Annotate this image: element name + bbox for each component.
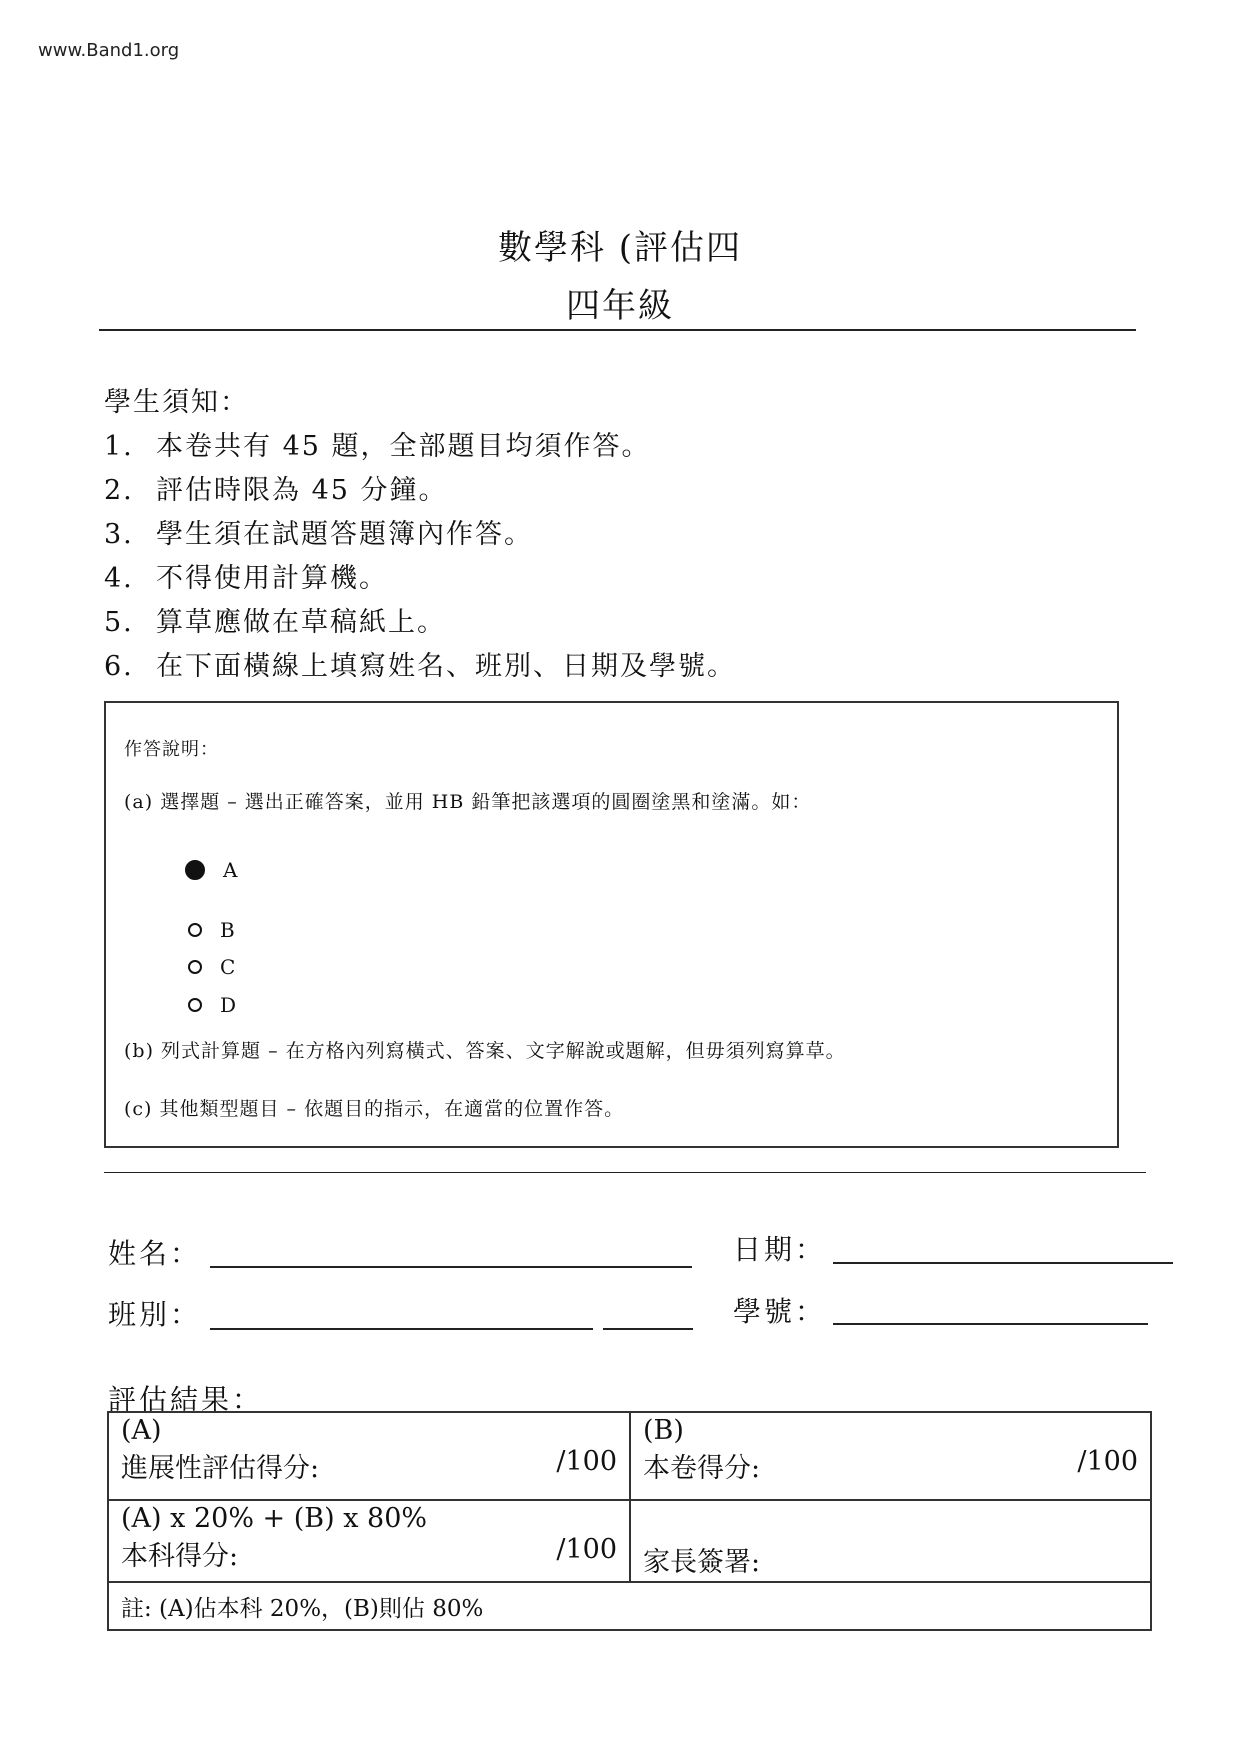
student-number-input[interactable] — [833, 1323, 1148, 1325]
watermark: www.Band1.org — [38, 40, 180, 61]
filled-bubble-icon — [185, 860, 205, 880]
class-number-input[interactable] — [603, 1328, 693, 1330]
page-title: 數學科 (評估四 — [497, 228, 743, 268]
notice-heading: 學生須知： — [104, 387, 249, 418]
results-note: 註: (A)佔本科 20%，(B)則佔 80% — [108, 1582, 1151, 1630]
notice-item: 1. 本卷共有 45 題，全部題目均須作答。 — [104, 431, 651, 462]
divider — [99, 329, 1136, 331]
notice-item: 5. 算草應做在草稿紙上。 — [104, 607, 446, 638]
divider — [104, 1172, 1146, 1173]
notice-item: 2. 評估時限為 45 分鐘。 — [104, 475, 448, 506]
name-label: 姓名： — [108, 1237, 202, 1270]
grade-title: 四年級 — [566, 286, 674, 326]
empty-bubble-icon — [188, 998, 202, 1012]
notice-item: 4. 不得使用計算機。 — [104, 563, 388, 594]
subject-score-cell: (A) x 20% + (B) x 80% 本科得分: /100 — [108, 1500, 630, 1582]
paper-score-cell: (B) 本卷得分: /100 — [630, 1412, 1151, 1500]
option-b: B — [188, 918, 235, 942]
option-a: A — [185, 858, 237, 882]
student-number-label: 學號： — [733, 1295, 827, 1328]
instructions-heading: 作答說明： — [124, 739, 219, 760]
notice-item: 3. 學生須在試題答題簿內作答。 — [104, 519, 533, 550]
instruction-b: (b) 列式計算題 – 在方格內列寫橫式、答案、文字解說或題解，但毋須列寫算草。 — [124, 1040, 846, 1062]
empty-bubble-icon — [188, 960, 202, 974]
notice-item: 6. 在下面橫線上填寫姓名、班別、日期及學號。 — [104, 651, 736, 682]
name-input[interactable] — [210, 1266, 692, 1268]
option-c: C — [188, 955, 235, 979]
class-label: 班別： — [108, 1298, 202, 1331]
results-heading: 評估結果： — [108, 1383, 264, 1416]
class-input[interactable] — [210, 1328, 593, 1330]
progress-score-cell: (A) 進展性評估得分: /100 — [108, 1412, 630, 1500]
date-input[interactable] — [833, 1262, 1173, 1264]
parent-signature-cell: 家長簽署: — [630, 1500, 1151, 1582]
results-table — [107, 1411, 1152, 1631]
instructions-box — [104, 701, 1119, 1148]
instruction-c: (c) 其他類型題目 – 依題目的指示，在適當的位置作答。 — [124, 1098, 625, 1120]
instruction-a: (a) 選擇題 – 選出正確答案，並用 HB 鉛筆把該選項的圓圈塗黑和塗滿。如： — [124, 791, 812, 813]
option-d: D — [188, 993, 236, 1017]
date-label: 日期： — [733, 1233, 827, 1266]
empty-bubble-icon — [188, 923, 202, 937]
